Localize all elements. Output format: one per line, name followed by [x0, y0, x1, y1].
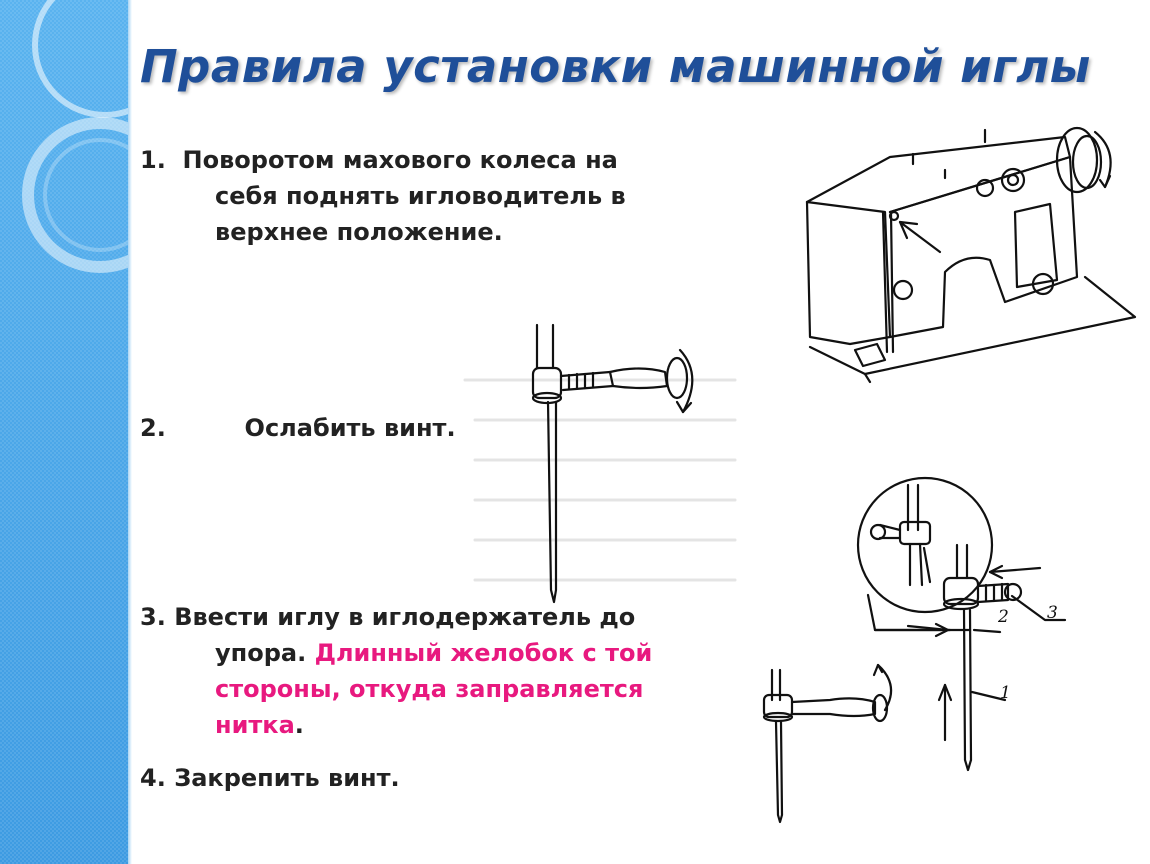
step-3-highlight-3: нитка: [215, 711, 295, 739]
step-1-line-2: себя поднять игловодитель в: [215, 182, 626, 210]
step-3-period: .: [294, 711, 304, 739]
step-3-plain: упора.: [215, 639, 307, 667]
step-4-number: 4.: [140, 764, 166, 792]
sewing-machine-figure: [795, 112, 1140, 387]
decorative-circles: [0, 0, 128, 864]
label-2: 2: [998, 607, 1009, 627]
needle-clamp-figure: [455, 320, 745, 610]
decorative-sidebar: [0, 0, 128, 864]
needle-install-figure: [750, 460, 1135, 850]
step-3-number: 3.: [140, 603, 166, 631]
step-3-line-4: [140, 707, 720, 743]
step-3-highlight-2: стороны, откуда заправляется: [215, 675, 644, 703]
page-title: Правила установки машинной иглы: [140, 40, 1091, 93]
sewing-machine-icon: [795, 112, 1140, 387]
step-3-line-1: Ввести иглу в иглодержатель до: [174, 603, 636, 631]
step-2-number: 2.: [140, 414, 166, 442]
needle-clamp-icon: [455, 320, 745, 610]
step-3: [140, 599, 720, 743]
step-2-text: Ослабить винт.: [244, 414, 456, 442]
sidebar-edge: [128, 0, 132, 864]
step-3-highlight-1: Длинный желобок с той: [314, 639, 653, 667]
step-4-text: Закрепить винт.: [174, 764, 400, 792]
step-3-line-2: [140, 635, 720, 671]
label-1: 1: [1000, 683, 1011, 703]
label-3: 3: [1047, 603, 1058, 623]
step-1-number: 1.: [140, 146, 166, 174]
step-1: [140, 142, 700, 250]
step-1-line-3: верхнее положение.: [215, 218, 503, 246]
step-1-line-1: Поворотом махового колеса на: [182, 146, 618, 174]
needle-install-icon: [750, 460, 1135, 850]
step-4: [140, 760, 540, 796]
